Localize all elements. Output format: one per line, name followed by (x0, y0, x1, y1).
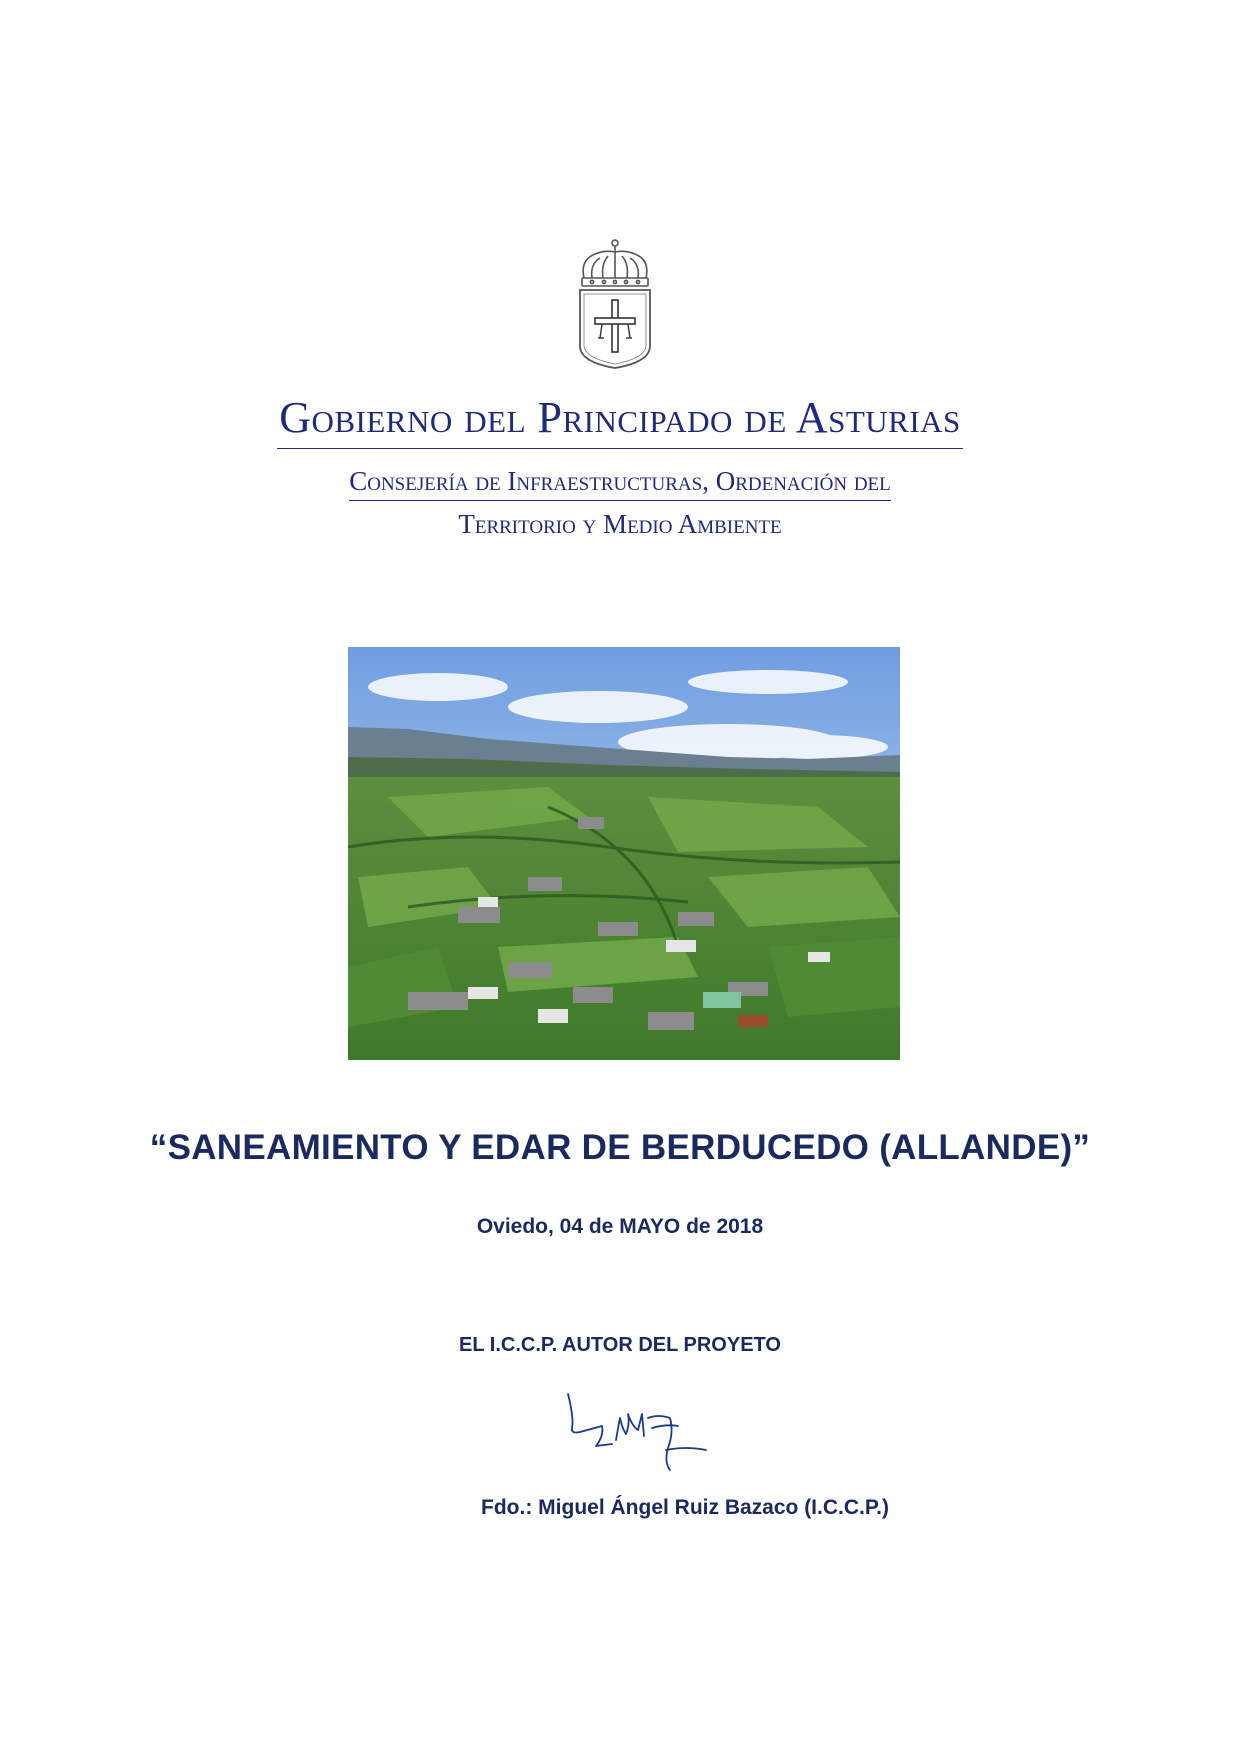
department-line-1-text: Consejería de Infraestructuras, Ordenación del (349, 466, 891, 501)
handwritten-signature (566, 1388, 726, 1476)
signed-by: Fdo.: Miguel Ángel Ruiz Bazaco (I.C.C.P.) (481, 1496, 889, 1519)
project-title: “SANEAMIENTO Y EDAR DE BERDUCEDO (ALLANDE)” (149, 1128, 1091, 1167)
asturias-crest-icon (570, 238, 660, 373)
department-line-1 (0, 468, 1240, 495)
village-aerial-photo (348, 647, 900, 1060)
government-title-text: Gobierno del Principado de Asturias (277, 393, 963, 449)
department-line-2: Territorio y Medio Ambiente (458, 509, 782, 539)
government-title (0, 393, 1240, 442)
date-line: Oviedo, 04 de MAYO de 2018 (476, 1215, 764, 1238)
author-role: EL I.C.C.P. AUTOR DEL PROYETO (459, 1334, 781, 1356)
